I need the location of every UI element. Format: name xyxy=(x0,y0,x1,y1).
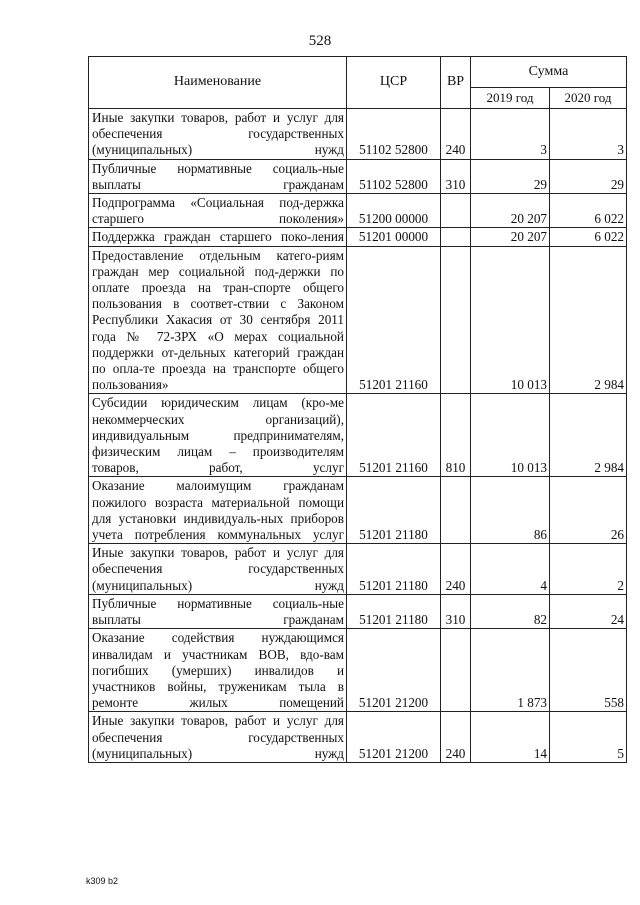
row-csr: 51201 21180 xyxy=(347,594,441,628)
header-year-2020: 2020 год xyxy=(550,88,627,109)
row-name: Подпрограмма «Социальная под-держка старшего поколения» xyxy=(89,194,347,228)
row-2020: 24 xyxy=(550,594,627,628)
table-row xyxy=(89,159,627,193)
row-csr: 51201 21180 xyxy=(347,544,441,595)
table-row xyxy=(89,109,627,160)
row-2020: 26 xyxy=(550,477,627,544)
row-csr: 51201 21200 xyxy=(347,712,441,763)
row-2019: 14 xyxy=(471,712,550,763)
row-vr: 240 xyxy=(441,109,471,160)
row-2019: 10 013 xyxy=(471,394,550,477)
table-row xyxy=(89,228,627,246)
row-vr: 310 xyxy=(441,594,471,628)
row-csr: 51200 00000 xyxy=(347,194,441,228)
row-csr: 51201 00000 xyxy=(347,228,441,246)
row-vr xyxy=(441,228,471,246)
row-name: Оказание малоимущим гражданам пожилого возраста материальной помощи для установки индивидуаль-ных приборов учета потребления коммунальных услуг xyxy=(89,477,347,544)
table-row xyxy=(89,246,627,394)
row-csr: 51201 21160 xyxy=(347,394,441,477)
header-year-2019: 2019 год xyxy=(471,88,550,109)
row-2020: 6 022 xyxy=(550,194,627,228)
row-2019: 4 xyxy=(471,544,550,595)
row-name: Предоставление отдельным катего-риям граждан мер социальной под-держки по оплате проезда на тран-спорте общего пользования в соответ-ствии с Законом Республики Хакасия от 30 сентября 2011 года № 72-ЗРХ «О мерах социальной поддержки от-дельных категорий граждан по опла-те проезда на транспорте общего пользования» xyxy=(89,246,347,394)
row-2019: 86 xyxy=(471,477,550,544)
row-name: Субсидии юридическим лицам (кро-ме некоммерческих организаций), индивидуальным предпринимателям, физическим лицам – производителям товаров, работ, услуг xyxy=(89,394,347,477)
page-number: 528 xyxy=(308,33,332,49)
row-vr xyxy=(441,477,471,544)
row-csr: 51201 21160 xyxy=(347,246,441,394)
footer-code: k309 b2 xyxy=(86,876,119,886)
row-vr: 240 xyxy=(441,712,471,763)
table-row xyxy=(89,712,627,763)
table-row xyxy=(89,594,627,628)
row-name: Публичные нормативные социаль-ные выплаты гражданам xyxy=(89,159,347,193)
row-csr: 51201 21200 xyxy=(347,629,441,712)
row-2019: 29 xyxy=(471,159,550,193)
table-row xyxy=(89,544,627,595)
row-2019: 82 xyxy=(471,594,550,628)
row-vr: 810 xyxy=(441,394,471,477)
row-vr xyxy=(441,194,471,228)
budget-table xyxy=(88,56,627,763)
table-row xyxy=(89,629,627,712)
row-2020: 6 022 xyxy=(550,228,627,246)
table-row xyxy=(89,477,627,544)
header-name: Наименование xyxy=(89,57,347,109)
row-2020: 2 xyxy=(550,544,627,595)
row-2020: 558 xyxy=(550,629,627,712)
row-vr xyxy=(441,246,471,394)
row-2020: 2 984 xyxy=(550,246,627,394)
row-name: Публичные нормативные социаль-ные выплаты гражданам xyxy=(89,594,347,628)
header-csr: ЦСР xyxy=(347,57,441,109)
row-2019: 3 xyxy=(471,109,550,160)
row-name: Оказание содействия нуждающимся инвалидам и участникам ВОВ, вдо-вам погибших (умерших) инвалидов и участников войны, труженикам тыла в ремонте жилых помещений xyxy=(89,629,347,712)
row-2019: 20 207 xyxy=(471,194,550,228)
row-csr: 51102 52800 xyxy=(347,159,441,193)
row-2020: 5 xyxy=(550,712,627,763)
row-name: Иные закупки товаров, работ и услуг для обеспечения государственных (муниципальных) нужд xyxy=(89,544,347,595)
row-csr: 51201 21180 xyxy=(347,477,441,544)
header-sum: Сумма xyxy=(471,57,627,88)
row-2019: 10 013 xyxy=(471,246,550,394)
table-row xyxy=(89,194,627,228)
row-name: Иные закупки товаров, работ и услуг для обеспечения государственных (муниципальных) нужд xyxy=(89,109,347,160)
row-2019: 1 873 xyxy=(471,629,550,712)
row-vr xyxy=(441,629,471,712)
table-row xyxy=(89,394,627,477)
row-vr: 240 xyxy=(441,544,471,595)
row-name: Поддержка граждан старшего поко-ления xyxy=(89,228,347,246)
row-2020: 2 984 xyxy=(550,394,627,477)
row-2020: 29 xyxy=(550,159,627,193)
row-vr: 310 xyxy=(441,159,471,193)
row-2020: 3 xyxy=(550,109,627,160)
header-vr: ВР xyxy=(441,57,471,109)
row-name: Иные закупки товаров, работ и услуг для обеспечения государственных (муниципальных) нужд xyxy=(89,712,347,763)
row-csr: 51102 52800 xyxy=(347,109,441,160)
row-2019: 20 207 xyxy=(471,228,550,246)
